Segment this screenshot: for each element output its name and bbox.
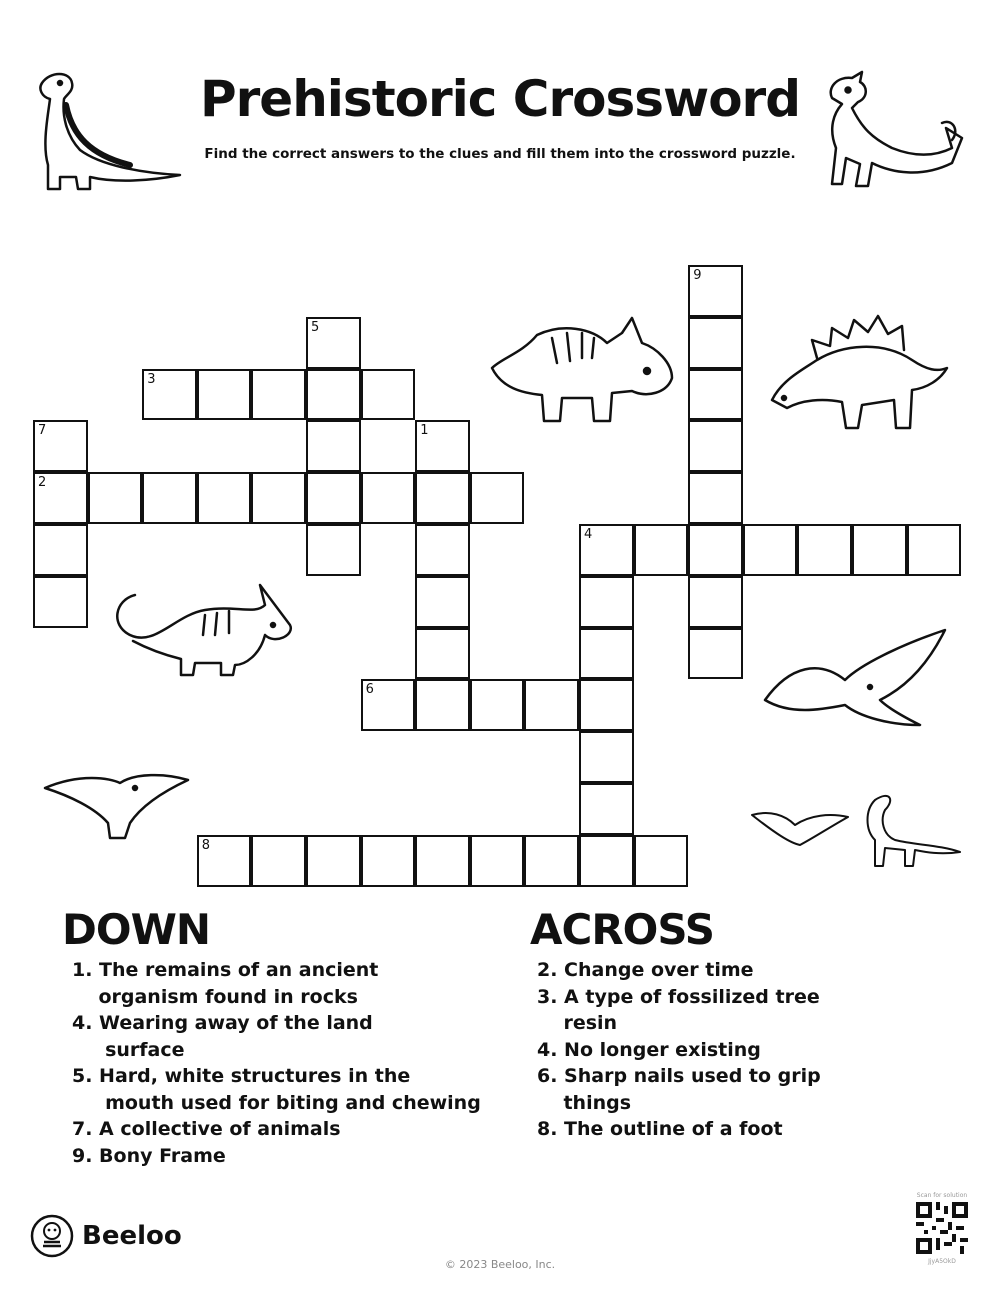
crossword-cell[interactable] <box>197 472 252 524</box>
down-clue <box>72 1010 481 1063</box>
crossword-cell[interactable] <box>852 524 907 576</box>
pterodactyl-icon <box>760 625 950 735</box>
bee-icon <box>30 1214 74 1258</box>
crossword-cell[interactable] <box>470 472 525 524</box>
crossword-cell[interactable] <box>197 835 252 887</box>
crossword-cell[interactable] <box>579 524 634 576</box>
crossword-cell[interactable] <box>306 835 361 887</box>
across-clue <box>537 957 821 984</box>
crossword-cell[interactable] <box>797 524 852 576</box>
down-clue <box>72 1143 481 1170</box>
across-clue-text: 6. Sharp nails used to grip things <box>537 1065 821 1114</box>
crossword-cell[interactable] <box>415 420 470 472</box>
across-clues-list <box>537 957 821 1143</box>
across-clue <box>537 1063 821 1116</box>
pterodactyl-icon <box>40 768 190 848</box>
crossword-cell[interactable] <box>415 472 470 524</box>
crossword-cell[interactable] <box>142 369 197 421</box>
clue-number: 1 <box>420 423 429 439</box>
crossword-cell[interactable] <box>251 472 306 524</box>
clue-number: 8 <box>201 837 211 853</box>
crossword-cell[interactable] <box>524 679 579 731</box>
crossword-cell[interactable] <box>251 835 306 887</box>
down-clues-list <box>72 957 481 1169</box>
crossword-cell[interactable] <box>251 369 306 421</box>
crossword-cell[interactable] <box>33 420 88 472</box>
down-heading: DOWN <box>62 905 211 954</box>
small-pterodactyl-icon <box>750 805 850 855</box>
copyright-text: © 2023 Beeloo, Inc. <box>444 1258 556 1271</box>
parasaurolophus-icon <box>95 575 300 680</box>
crossword-cell[interactable] <box>306 420 361 472</box>
crossword-cell[interactable] <box>634 524 689 576</box>
raptor-icon <box>812 68 972 193</box>
clue-number: 6 <box>365 682 374 698</box>
crossword-cell[interactable] <box>361 679 416 731</box>
qr-code-icon[interactable] <box>916 1202 968 1254</box>
crossword-cell[interactable] <box>306 317 361 369</box>
crossword-cell[interactable] <box>688 472 743 524</box>
crossword-cell[interactable] <box>579 679 634 731</box>
crossword-cell[interactable] <box>33 472 88 524</box>
crossword-cell[interactable] <box>415 576 470 628</box>
crossword-cell[interactable] <box>524 835 579 887</box>
crossword-cell[interactable] <box>142 472 197 524</box>
down-clue-text: 9. Bony Frame <box>72 1144 226 1167</box>
triceratops-icon <box>482 313 677 428</box>
crossword-cell[interactable] <box>361 835 416 887</box>
crossword-cell[interactable] <box>470 679 525 731</box>
down-clue-text: 4. Wearing away of the land surface <box>72 1012 373 1061</box>
instructions-text: Find the correct answers to the clues and fill them into the crossword puzzle. <box>204 146 796 162</box>
crossword-cell[interactable] <box>688 420 743 472</box>
stegosaurus-icon <box>762 300 952 435</box>
crossword-cell[interactable] <box>688 369 743 421</box>
down-clue <box>72 1063 481 1116</box>
down-clue-text: 7. A collective of animals <box>72 1118 341 1140</box>
crossword-cell[interactable] <box>88 472 143 524</box>
crossword-cell[interactable] <box>361 369 416 421</box>
across-clue <box>537 1037 821 1064</box>
across-clue-text: 3. A type of fossilized tree resin <box>537 985 820 1034</box>
clue-number: 5 <box>311 319 320 335</box>
crossword-cell[interactable] <box>33 576 88 628</box>
crossword-cell[interactable] <box>579 835 634 887</box>
crossword-cell[interactable] <box>688 265 743 317</box>
clue-number: 4 <box>584 527 593 542</box>
crossword-cell[interactable] <box>415 679 470 731</box>
crossword-cell[interactable] <box>579 628 634 680</box>
crossword-cell[interactable] <box>415 835 470 887</box>
crossword-cell[interactable] <box>306 524 361 576</box>
crossword-cell[interactable] <box>415 628 470 680</box>
crossword-cell[interactable] <box>634 835 689 887</box>
brand-logo <box>30 1214 182 1258</box>
clue-number: 3 <box>147 371 156 387</box>
crossword-cell[interactable] <box>579 783 634 835</box>
crossword-cell[interactable] <box>306 369 361 421</box>
crossword-cell[interactable] <box>361 472 416 524</box>
qr-code-label: JjyA5OkD <box>928 1258 956 1265</box>
crossword-cell[interactable] <box>907 524 962 576</box>
clue-number: 7 <box>38 423 47 439</box>
across-clue-text: 2. Change over time <box>537 959 754 981</box>
down-clue <box>72 1116 481 1143</box>
across-clue <box>537 1116 821 1143</box>
crossword-cell[interactable] <box>688 317 743 369</box>
brachiosaurus-icon <box>20 65 185 195</box>
crossword-cell[interactable] <box>743 524 798 576</box>
down-clue <box>72 957 481 1010</box>
down-clue-text: 5. Hard, white structures in the mouth used for biting and chewing <box>72 1065 481 1114</box>
crossword-cell[interactable] <box>688 576 743 628</box>
across-clue-text: 8. The outline of a foot <box>537 1118 783 1140</box>
clue-number: 2 <box>38 475 47 491</box>
crossword-cell[interactable] <box>415 524 470 576</box>
crossword-cell[interactable] <box>306 472 361 524</box>
crossword-cell[interactable] <box>579 576 634 628</box>
crossword-cell[interactable] <box>579 731 634 783</box>
page-title: Prehistoric Crossword <box>199 70 801 128</box>
crossword-cell[interactable] <box>197 369 252 421</box>
down-clue-text: 1. The remains of an ancient organism found in rocks <box>72 959 379 1008</box>
across-clue <box>537 984 821 1037</box>
qr-caption: Scan for solution <box>916 1192 968 1199</box>
across-heading: ACROSS <box>530 905 714 954</box>
crossword-cell[interactable] <box>688 628 743 680</box>
clue-number: 9 <box>693 268 702 283</box>
across-clue-text: 4. No longer existing <box>537 1038 761 1061</box>
small-parasaurolophus-icon <box>855 790 965 870</box>
crossword-cell[interactable] <box>470 835 525 887</box>
brand-name: Beeloo <box>82 1221 182 1251</box>
crossword-cell[interactable] <box>688 524 743 576</box>
crossword-cell[interactable] <box>33 524 88 576</box>
